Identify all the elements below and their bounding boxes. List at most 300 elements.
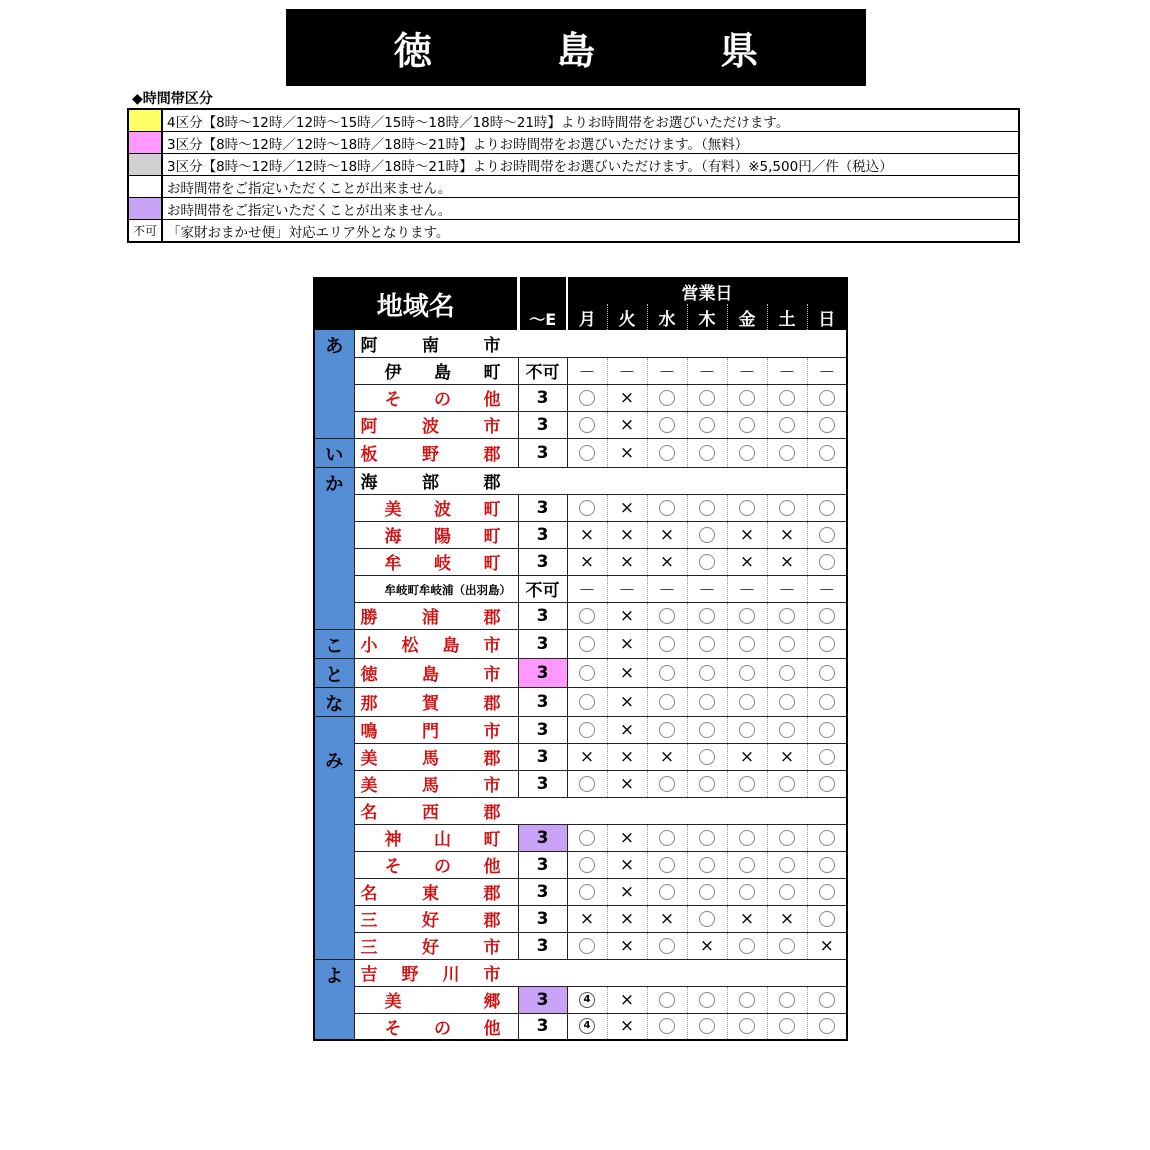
legend-text: お時間帯をご指定いただくことが出来ません。 xyxy=(162,176,1019,198)
legend-swatch xyxy=(128,154,162,176)
e-value-cell: 3 xyxy=(518,687,567,716)
available-circle-icon xyxy=(779,1018,795,1034)
region-name-cell xyxy=(354,687,518,716)
kana-group-label: か xyxy=(314,467,354,629)
day-availability-cell xyxy=(687,494,727,521)
available-circle-icon xyxy=(659,665,675,681)
not-applicable-dash: － xyxy=(818,581,836,601)
available-circle-icon xyxy=(779,445,795,461)
region-row xyxy=(314,467,847,494)
available-circle-icon xyxy=(779,830,795,846)
not-applicable-dash: － xyxy=(658,363,676,383)
available-circle-icon xyxy=(579,390,595,406)
region-name: 伊 島 町 xyxy=(384,363,501,383)
day-availability-cell xyxy=(647,658,687,687)
day-availability-cell xyxy=(607,743,647,770)
available-circle-icon xyxy=(579,938,595,954)
not-applicable-dash: － xyxy=(578,581,596,601)
available-circle-icon xyxy=(659,830,675,846)
time-slot-legend xyxy=(127,108,1020,243)
available-circle-icon xyxy=(739,857,755,873)
unavailable-cross-icon: × xyxy=(619,989,635,1010)
day-availability-cell xyxy=(727,851,767,878)
day-availability-cell xyxy=(807,438,847,467)
day-availability-cell xyxy=(607,878,647,905)
day-header: 火 xyxy=(607,304,647,330)
day-availability-cell xyxy=(607,494,647,521)
day-availability-cell xyxy=(727,411,767,438)
region-name-cell xyxy=(354,521,518,548)
day-availability-cell xyxy=(727,770,767,797)
day-availability-cell xyxy=(567,575,607,602)
day-availability-cell xyxy=(647,905,687,932)
unavailable-cross-icon: × xyxy=(779,908,795,929)
unavailable-cross-icon: × xyxy=(619,854,635,875)
day-availability-cell xyxy=(607,658,647,687)
region-name: 鳴 門 市 xyxy=(360,722,501,742)
available-circle-icon xyxy=(699,1018,715,1034)
legend-row xyxy=(128,198,1019,220)
available-circle-icon xyxy=(579,776,595,792)
day-availability-cell xyxy=(567,687,607,716)
circled-four-icon: 4 xyxy=(579,1018,595,1034)
day-availability-cell xyxy=(687,1013,727,1040)
day-availability-cell xyxy=(727,743,767,770)
region-row xyxy=(314,658,847,687)
day-availability-cell xyxy=(567,438,607,467)
legend-row xyxy=(128,154,1019,176)
available-circle-icon xyxy=(659,694,675,710)
unavailable-cross-icon: × xyxy=(619,827,635,848)
day-availability-cell xyxy=(807,878,847,905)
day-availability-cell xyxy=(567,878,607,905)
region-name-cell xyxy=(354,1013,518,1040)
day-availability-cell xyxy=(727,687,767,716)
not-applicable-dash: － xyxy=(698,363,716,383)
day-availability-cell xyxy=(727,716,767,743)
day-availability-cell xyxy=(647,602,687,629)
available-circle-icon xyxy=(739,390,755,406)
available-circle-icon xyxy=(739,884,755,900)
e-value-cell: 3 xyxy=(518,629,567,658)
day-availability-cell xyxy=(567,658,607,687)
day-availability-cell xyxy=(767,602,807,629)
day-availability-cell xyxy=(647,411,687,438)
day-availability-cell xyxy=(687,824,727,851)
unavailable-cross-icon: × xyxy=(779,551,795,572)
day-availability-cell xyxy=(647,687,687,716)
region-name: そ の 他 xyxy=(384,857,501,877)
available-circle-icon xyxy=(819,636,835,652)
available-circle-icon xyxy=(779,390,795,406)
prefecture-title: 徳 島 県 xyxy=(393,28,815,73)
day-availability-cell xyxy=(567,770,607,797)
e-value-cell: 3 xyxy=(518,932,567,959)
e-value-cell: 3 xyxy=(518,905,567,932)
region-row xyxy=(314,797,847,824)
e-value-cell: 3 xyxy=(518,743,567,770)
unavailable-cross-icon: × xyxy=(619,691,635,712)
day-availability-cell xyxy=(807,575,847,602)
day-availability-cell xyxy=(607,548,647,575)
not-applicable-dash: － xyxy=(618,581,636,601)
region-name: 美 馬 市 xyxy=(360,776,501,796)
day-availability-cell xyxy=(567,548,607,575)
not-applicable-dash: － xyxy=(738,363,756,383)
day-availability-cell xyxy=(767,629,807,658)
day-availability-cell xyxy=(767,743,807,770)
available-circle-icon xyxy=(819,857,835,873)
legend-swatch xyxy=(128,109,162,132)
day-availability-cell xyxy=(727,575,767,602)
available-circle-icon xyxy=(819,911,835,927)
e-value-cell: 3 xyxy=(518,658,567,687)
available-circle-icon xyxy=(699,722,715,738)
unavailable-cross-icon: × xyxy=(579,746,595,767)
day-availability-cell xyxy=(727,932,767,959)
region-row xyxy=(314,687,847,716)
day-availability-cell xyxy=(647,629,687,658)
day-availability-cell xyxy=(727,494,767,521)
available-circle-icon xyxy=(579,500,595,516)
unavailable-cross-icon: × xyxy=(619,633,635,654)
available-circle-icon xyxy=(779,665,795,681)
day-availability-cell xyxy=(807,824,847,851)
region-row xyxy=(314,770,847,797)
day-availability-cell xyxy=(687,521,727,548)
day-availability-cell xyxy=(687,851,727,878)
day-availability-cell xyxy=(767,716,807,743)
available-circle-icon xyxy=(699,390,715,406)
available-circle-icon xyxy=(659,776,675,792)
kana-group-label: な xyxy=(314,687,354,716)
available-circle-icon xyxy=(739,694,755,710)
day-availability-cell xyxy=(767,494,807,521)
day-availability-cell xyxy=(767,770,807,797)
day-availability-cell xyxy=(727,986,767,1013)
available-circle-icon xyxy=(579,722,595,738)
day-availability-cell xyxy=(767,878,807,905)
available-circle-icon xyxy=(579,445,595,461)
region-row xyxy=(314,602,847,629)
day-availability-cell xyxy=(647,521,687,548)
unavailable-cross-icon: × xyxy=(779,524,795,545)
region-name: そ の 他 xyxy=(384,1018,501,1039)
day-availability-cell xyxy=(567,716,607,743)
available-circle-icon xyxy=(699,857,715,873)
region-row xyxy=(314,743,847,770)
day-availability-cell xyxy=(687,932,727,959)
region-name: 吉 野 川 市 xyxy=(360,965,501,985)
day-availability-cell xyxy=(727,1013,767,1040)
available-circle-icon xyxy=(699,830,715,846)
not-applicable-dash: － xyxy=(658,581,676,601)
available-circle-icon xyxy=(819,390,835,406)
day-availability-cell xyxy=(567,986,607,1013)
not-applicable-dash: － xyxy=(818,363,836,383)
day-availability-cell xyxy=(607,411,647,438)
available-circle-icon xyxy=(659,608,675,624)
region-name: 阿 南 市 xyxy=(360,335,501,356)
day-availability-cell xyxy=(807,658,847,687)
day-availability-cell xyxy=(767,851,807,878)
day-availability-cell xyxy=(647,357,687,384)
available-circle-icon xyxy=(579,884,595,900)
region-name: 三 好 郡 xyxy=(360,911,501,931)
region-name-cell xyxy=(354,851,518,878)
region-row xyxy=(314,384,847,411)
day-availability-cell xyxy=(647,438,687,467)
prefecture-title-banner xyxy=(286,9,866,86)
region-name-cell xyxy=(354,932,518,959)
region-name-cell xyxy=(354,770,518,797)
available-circle-icon xyxy=(779,938,795,954)
day-availability-cell xyxy=(807,357,847,384)
day-header: 土 xyxy=(767,304,807,330)
available-circle-icon xyxy=(819,417,835,433)
available-circle-icon xyxy=(819,554,835,570)
unavailable-cross-icon: × xyxy=(619,524,635,545)
day-availability-cell xyxy=(687,905,727,932)
available-circle-icon xyxy=(819,665,835,681)
available-circle-icon xyxy=(819,608,835,624)
e-value-cell: 3 xyxy=(518,1013,567,1040)
available-circle-icon xyxy=(699,527,715,543)
day-availability-cell xyxy=(807,548,847,575)
day-availability-cell xyxy=(647,878,687,905)
not-applicable-dash: － xyxy=(618,363,636,383)
kana-group-label: よ xyxy=(314,959,354,1040)
e-value-cell: 3 xyxy=(518,521,567,548)
available-circle-icon xyxy=(779,608,795,624)
region-name-header: 地域名 xyxy=(314,278,518,330)
region-row xyxy=(314,330,847,357)
e-value-cell: 不可 xyxy=(518,575,567,602)
day-availability-cell xyxy=(807,629,847,658)
day-availability-cell xyxy=(647,770,687,797)
day-header: 金 xyxy=(727,304,767,330)
day-availability-cell xyxy=(607,602,647,629)
day-availability-cell xyxy=(567,357,607,384)
available-circle-icon xyxy=(659,500,675,516)
day-availability-cell xyxy=(807,905,847,932)
region-row xyxy=(314,411,847,438)
region-name-cell xyxy=(354,959,847,986)
day-availability-cell xyxy=(647,824,687,851)
available-circle-icon xyxy=(739,938,755,954)
available-circle-icon xyxy=(819,445,835,461)
day-availability-cell xyxy=(647,384,687,411)
available-circle-icon xyxy=(699,884,715,900)
day-availability-cell xyxy=(767,438,807,467)
day-availability-cell xyxy=(727,878,767,905)
day-availability-cell xyxy=(727,629,767,658)
available-circle-icon xyxy=(579,636,595,652)
available-circle-icon xyxy=(699,445,715,461)
day-availability-cell xyxy=(807,521,847,548)
kana-group-label: あ xyxy=(314,330,354,438)
day-availability-cell xyxy=(807,687,847,716)
day-availability-cell xyxy=(567,743,607,770)
region-name: 阿 波 市 xyxy=(360,417,501,437)
unavailable-cross-icon: × xyxy=(739,524,755,545)
region-name: 那 賀 郡 xyxy=(360,694,501,714)
unavailable-cross-icon: × xyxy=(739,746,755,767)
not-applicable-dash: － xyxy=(778,363,796,383)
day-availability-cell xyxy=(687,357,727,384)
day-availability-cell xyxy=(727,521,767,548)
business-days-header: 営業日 xyxy=(567,278,847,304)
schedule-table xyxy=(313,277,848,1041)
unavailable-cross-icon: × xyxy=(619,746,635,767)
kana-group-label: こ xyxy=(314,629,354,658)
day-availability-cell xyxy=(567,932,607,959)
not-applicable-dash: － xyxy=(738,581,756,601)
day-availability-cell xyxy=(687,986,727,1013)
region-name: 勝 浦 郡 xyxy=(360,608,501,628)
day-availability-cell xyxy=(687,743,727,770)
day-availability-cell xyxy=(687,575,727,602)
unavailable-cross-icon: × xyxy=(619,908,635,929)
region-name: 美 波 町 xyxy=(384,500,501,520)
unavailable-cross-icon: × xyxy=(579,524,595,545)
day-availability-cell xyxy=(607,357,647,384)
day-availability-cell xyxy=(807,411,847,438)
day-availability-cell xyxy=(807,851,847,878)
available-circle-icon xyxy=(739,445,755,461)
day-availability-cell xyxy=(607,438,647,467)
day-availability-cell xyxy=(567,629,607,658)
day-availability-cell xyxy=(687,770,727,797)
e-value-cell: 3 xyxy=(518,770,567,797)
region-name: 牟 岐 町 xyxy=(384,554,501,574)
day-availability-cell xyxy=(767,687,807,716)
region-name-cell xyxy=(354,548,518,575)
day-header: 日 xyxy=(807,304,847,330)
region-name: 神 山 町 xyxy=(384,830,501,850)
available-circle-icon xyxy=(779,417,795,433)
day-availability-cell xyxy=(807,1013,847,1040)
region-name: 海 部 郡 xyxy=(360,473,501,493)
region-name: 小 松 島 市 xyxy=(360,636,501,656)
day-availability-cell xyxy=(607,905,647,932)
region-row xyxy=(314,878,847,905)
day-availability-cell xyxy=(727,602,767,629)
region-row xyxy=(314,851,847,878)
available-circle-icon xyxy=(819,694,835,710)
day-availability-cell xyxy=(567,602,607,629)
day-availability-cell xyxy=(567,905,607,932)
available-circle-icon xyxy=(579,694,595,710)
day-availability-cell xyxy=(607,1013,647,1040)
unavailable-cross-icon: × xyxy=(619,719,635,740)
not-applicable-dash: － xyxy=(698,581,716,601)
region-row xyxy=(314,932,847,959)
available-circle-icon xyxy=(659,722,675,738)
unavailable-cross-icon: × xyxy=(659,524,675,545)
region-name-cell xyxy=(354,575,518,602)
legend-swatch: 不可 xyxy=(128,220,162,243)
region-row xyxy=(314,438,847,467)
kana-group-label: い xyxy=(314,438,354,467)
available-circle-icon xyxy=(699,500,715,516)
day-availability-cell xyxy=(607,824,647,851)
available-circle-icon xyxy=(659,992,675,1008)
kana-group-label: と xyxy=(314,658,354,687)
day-availability-cell xyxy=(607,629,647,658)
available-circle-icon xyxy=(579,665,595,681)
region-name-cell xyxy=(354,658,518,687)
region-name-cell xyxy=(354,716,518,743)
day-header: 水 xyxy=(647,304,687,330)
region-name: 美 馬 郡 xyxy=(360,749,501,769)
unavailable-cross-icon: × xyxy=(579,908,595,929)
day-availability-cell xyxy=(807,986,847,1013)
available-circle-icon xyxy=(739,417,755,433)
available-circle-icon xyxy=(779,694,795,710)
available-circle-icon xyxy=(739,776,755,792)
day-availability-cell xyxy=(567,1013,607,1040)
day-availability-cell xyxy=(807,602,847,629)
day-availability-cell xyxy=(567,851,607,878)
available-circle-icon xyxy=(659,857,675,873)
legend-row xyxy=(128,109,1019,132)
day-header: 木 xyxy=(687,304,727,330)
unavailable-cross-icon: × xyxy=(739,551,755,572)
day-availability-cell xyxy=(727,548,767,575)
unavailable-cross-icon: × xyxy=(619,442,635,463)
legend-text: お時間帯をご指定いただくことが出来ません。 xyxy=(162,198,1019,220)
day-availability-cell xyxy=(767,521,807,548)
available-circle-icon xyxy=(699,636,715,652)
day-availability-cell xyxy=(807,384,847,411)
unavailable-cross-icon: × xyxy=(619,881,635,902)
kana-group-label: み xyxy=(314,716,354,959)
region-name-cell xyxy=(354,629,518,658)
e-value-cell: 3 xyxy=(518,851,567,878)
day-availability-cell xyxy=(767,411,807,438)
legend-swatch xyxy=(128,176,162,198)
available-circle-icon xyxy=(659,417,675,433)
region-name: 美 郷 xyxy=(384,992,501,1012)
region-row xyxy=(314,494,847,521)
day-availability-cell xyxy=(767,824,807,851)
available-circle-icon xyxy=(699,776,715,792)
e-value-cell: 3 xyxy=(518,438,567,467)
available-circle-icon xyxy=(739,722,755,738)
region-name-cell xyxy=(354,384,518,411)
e-value-cell: 3 xyxy=(518,411,567,438)
available-circle-icon xyxy=(819,830,835,846)
e-value-cell: 不可 xyxy=(518,357,567,384)
e-value-cell: 3 xyxy=(518,716,567,743)
available-circle-icon xyxy=(779,992,795,1008)
not-applicable-dash: － xyxy=(778,581,796,601)
day-availability-cell xyxy=(727,438,767,467)
day-availability-cell xyxy=(687,716,727,743)
available-circle-icon xyxy=(819,722,835,738)
region-name: 名 東 郡 xyxy=(360,884,501,904)
day-availability-cell xyxy=(767,986,807,1013)
day-availability-cell xyxy=(727,384,767,411)
region-name-cell xyxy=(354,411,518,438)
region-name-cell xyxy=(354,438,518,467)
day-availability-cell xyxy=(807,932,847,959)
region-row xyxy=(314,575,847,602)
region-row xyxy=(314,521,847,548)
day-availability-cell xyxy=(567,411,607,438)
available-circle-icon xyxy=(739,830,755,846)
